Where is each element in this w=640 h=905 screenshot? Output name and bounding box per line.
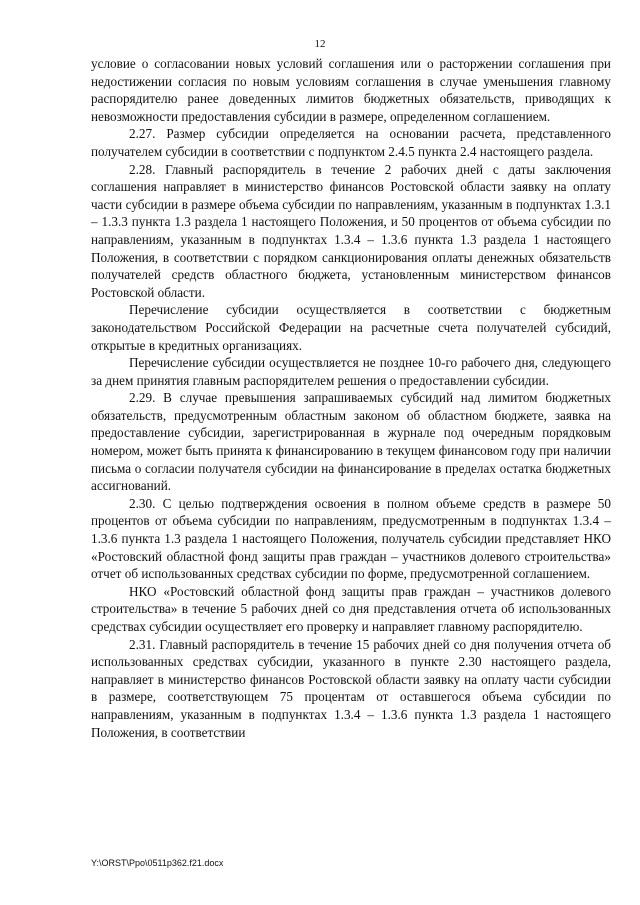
- paragraph-2-27: 2.27. Размер субсидии определяется на основании расчета, представленного получателем субсидии в соответствии с подпунктом 2.4.5 пункта 2.4 настоящего раздела.: [91, 126, 611, 159]
- paragraph-transfer-deadline: Перечисление субсидии осуществляется не позднее 10-го рабочего дня, следующего за днем принятия главным распорядителем решения о предоставлении субсидии.: [91, 355, 611, 388]
- paragraph-2-29: 2.29. В случае превышения запрашиваемых субсидий над лимитом бюджетных обязательств, предусмотренным областным законом об областном бюджете, заявка на предоставление субсидии, зарегистрированная в журнале под очередным порядковым номером, может быть принята к финансированию в текущем финансовом году при наличии письма о согласии получателя субсидии на финансирование в пределах остатка бюджетных ассигнований.: [91, 390, 611, 494]
- paragraph-2-30: 2.30. С целью подтверждения освоения в полном объеме средств в размере 50 процентов от объема субсидии по направлениям, предусмотренным в подпунктах 1.3.4 – 1.3.6 пункта 1.3 раздела 1 настоящего Положения, получатель субсидии представляет НКО «Ростовский областной фонд защиты прав граждан – участников долевого строительства» отчет об использованных средствах субсидии по форме, предусмотренной соглашением.: [91, 495, 611, 582]
- paragraph-2-31: 2.31. Главный распорядитель в течение 15 рабочих дней со дня получения отчета об использованных средствах субсидии, указанного в пункте 2.30 настоящего раздела, направляет в министерство финансов Ростовской области заявку на оплату части субсидии в размере, соответствующем 75 процентам от оставшегося объема субсидии по направлениям, указанным в подпунктах 1.3.4 – 1.3.6 пункта 1.3 раздела 1 настоящего Положения, в соответствии: [91, 636, 611, 740]
- paragraph-transfer-accounts: Перечисление субсидии осуществляется в соответствии с бюджетным законодательством Российской Федерации на расчетные счета получателей субсидий, открытые в кредитных организациях.: [91, 302, 611, 353]
- paragraph-continuation: условие о согласовании новых условий соглашения или о расторжении соглашения при недостижении согласия по новым условиям соглашения в случае уменьшения главному распорядителю ранее доведенных лимитов бюджетных обязательств, приводящих к невозможности предоставления субсидии в размере, определенном соглашением.: [91, 56, 611, 124]
- file-path-footer: Y:\ORST\Ppo\0511p362.f21.docx: [91, 858, 224, 868]
- paragraph-2-28: 2.28. Главный распорядитель в течение 2 рабочих дней с даты заключения соглашения направляет в министерство финансов Ростовской области заявку на оплату части субсидии в размере объема субсидии по направлениям, указанным в подпунктах 1.3.1 – 1.3.3 пункта 1.3 раздела 1 настоящего Положения, и 50 процентов от объема субсидии по направлениям, указанным в подпунктах 1.3.4 – 1.3.6 пункта 1.3 раздела 1 настоящего Положения, в соответствии с порядком санкционирования оплаты денежных обязательств получателей средств областного бюджета, установленным министерством финансов Ростовской области.: [91, 161, 611, 300]
- paragraph-nko-check: НКО «Ростовский областной фонд защиты прав граждан – участников долевого строительства» в течение 5 рабочих дней со дня представления отчета об использованных средствах субсидии осуществляет его проверку и направляет главному распорядителю.: [91, 583, 611, 634]
- page-number: 12: [314, 38, 326, 50]
- document-body: [91, 55, 611, 741]
